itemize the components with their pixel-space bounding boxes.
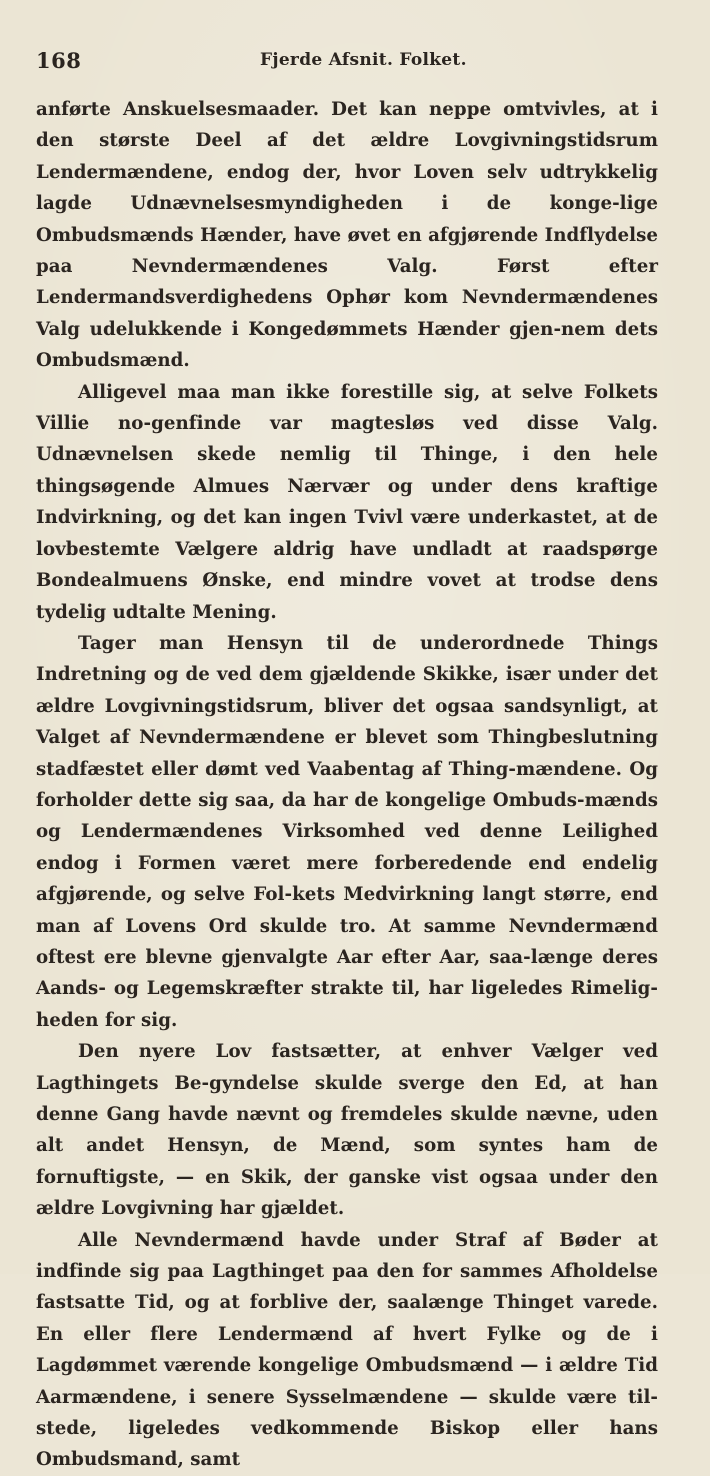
page-number: 168 <box>36 48 82 73</box>
paragraph-4: Den nyere Lov fastsætter, at enhver Vælger ved Lagthingets Be-gyndelse skulde sverge den Ed, at han denne Gang havde nævnt og fremdeles skulde nævne, uden alt andet Hensyn, de Mænd, som syntes ham de fornuftigste, — en Skik, der ganske vist ogsaa under den ældre Lovgivning har gjældet. <box>36 1041 658 1220</box>
paragraph-5: Alle Nevndermænd havde under Straf af Bøder at indfinde sig paa Lagthinget paa den for sammes Afholdelse fastsatte Tid, og at forblive der, saalænge Thinget varede. En eller flere Lendermænd af hvert Fylke og de i Lagdømmet værende kongelige Ombudsmænd — i ældre Tid Aarmændene, i senere Sysselmændene — skulde være til-stede, ligeledes vedkommende Biskop eller hans Ombudsmand, samt <box>36 1229 658 1471</box>
page-header <box>36 48 658 78</box>
body-text <box>36 94 658 1476</box>
paragraph-3: Tager man Hensyn til de underordnede Things Indretning og de ved dem gjældende Skikke, især under det ældre Lovgivningstidsrum, bliver det ogsaa sandsynligt, at Valget af Nevndermændene er blevet som Thingbeslutning stadfæstet eller dømt ved Vaabentag af Thing-mændene. Og forholder dette sig saa, da har de kongelige Ombuds-mænds og Lendermændenes Virksomhed ved denne Leilighed endog i Formen været mere forberedende end endelig afgjørende, og selve Fol-kets Medvirkning langt større, end man af Lovens Ord skulde tro. At samme Nevndermænd oftest ere blevne gjenvalgte Aar efter Aar, saa-længe deres Aands- og Legemskræfter strakte til, har ligeledes Rimelig-heden for sig. <box>36 632 658 1031</box>
paragraph-1: anførte Anskuelsesmaader. Det kan neppe omtvivles, at i den største Deel af det ældre Lovgivningstidsrum Lendermændene, endog der, hvor Loven selv udtrykkelig lagde Udnævnelsesmyndigheden i de konge-lige Ombudsmænds Hænder, have øvet en afgjørende Indflydelse paa Nevndermændenes Valg. Først efter Lendermandsverdighedens Ophør kom Nevndermændenes Valg udelukkende i Kongedømmets Hænder gjen-nem dets Ombudsmænd. <box>36 99 658 372</box>
running-head: Fjerde Afsnit. Folket. <box>260 50 467 70</box>
paragraph-2: Alligevel maa man ikke forestille sig, at selve Folkets Villie no-genfinde var magtesløs ved disse Valg. Udnævnelsen skede nemlig til Thinge, i den hele thingsøgende Almues Nærvær og under dens kraftige Indvirkning, og det kan ingen Tvivl være underkastet, at de lovbestemte Vælgere aldrig have undladt at raadspørge Bondealmuens Ønske, end mindre vovet at trodse dens tydelig udtalte Mening. <box>36 381 658 623</box>
